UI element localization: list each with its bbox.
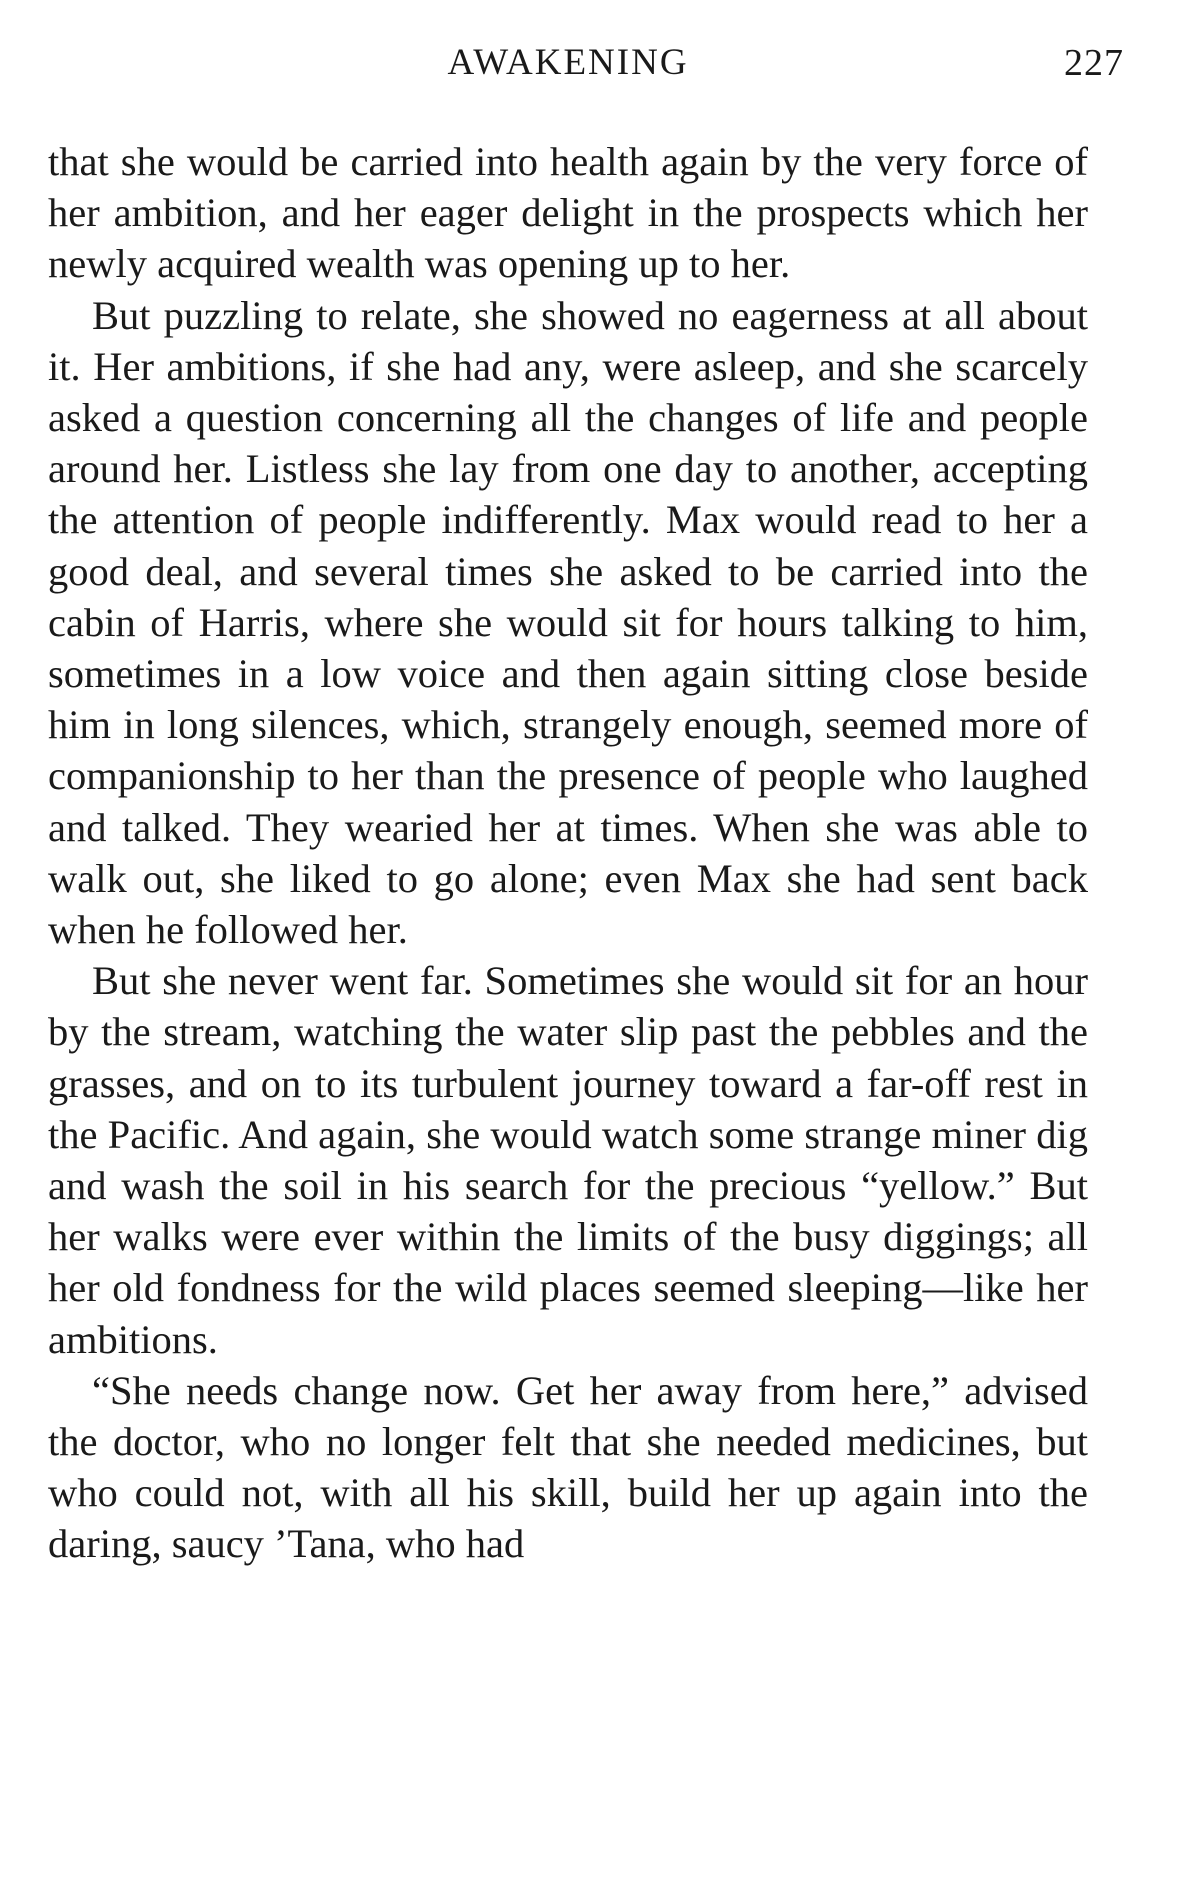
paragraph-continued: that she would be carried into health again by the very force of her ambition, and her eager delight in the prospects which her newly acquired wealth was opening up to her.: [48, 139, 1088, 287]
paragraph: But she never went far. Sometimes she would sit for an hour by the stream, watching the water slip past the pebbles and the grasses, and on to its turbulent journey toward a far-off rest in the Pacific. And again, she would watch some strange miner dig and wash the soil in his search for the precious “yellow.” But her walks were ever within the limits of the busy diggings; all her old fondness for the wild places seemed sleeping—like her ambitions.: [48, 958, 1088, 1362]
body-text: [48, 136, 1088, 1570]
running-head: [48, 38, 1124, 88]
page-number: 227: [1064, 42, 1124, 84]
chapter-title: AWAKENING: [447, 42, 689, 83]
paragraph: “She needs change now. Get her away from here,” advised the doctor, who no longer felt that she needed medicines, but who could not, with all his skill, build her up again into the daring, saucy ’Tana, who had: [48, 1367, 1088, 1567]
paragraph: But puzzling to relate, she showed no eagerness at all about it. Her ambitions, if she had any, were asleep, and she scarcely asked a question concerning all the changes of life and people around her. Listless she lay from one day to another, accepting the attention of people indifferently. Max would read to her a good deal, and several times she asked to be carried into the cabin of Harris, where she would sit for hours talking to him, sometimes in a low voice and then again sitting close beside him in long silences, which, strangely enough, seemed more of companionship to her than the presence of people who laughed and talked. They wearied her at times. When she was able to walk out, she liked to go alone; even Max she had sent back when he followed her.: [48, 292, 1088, 953]
